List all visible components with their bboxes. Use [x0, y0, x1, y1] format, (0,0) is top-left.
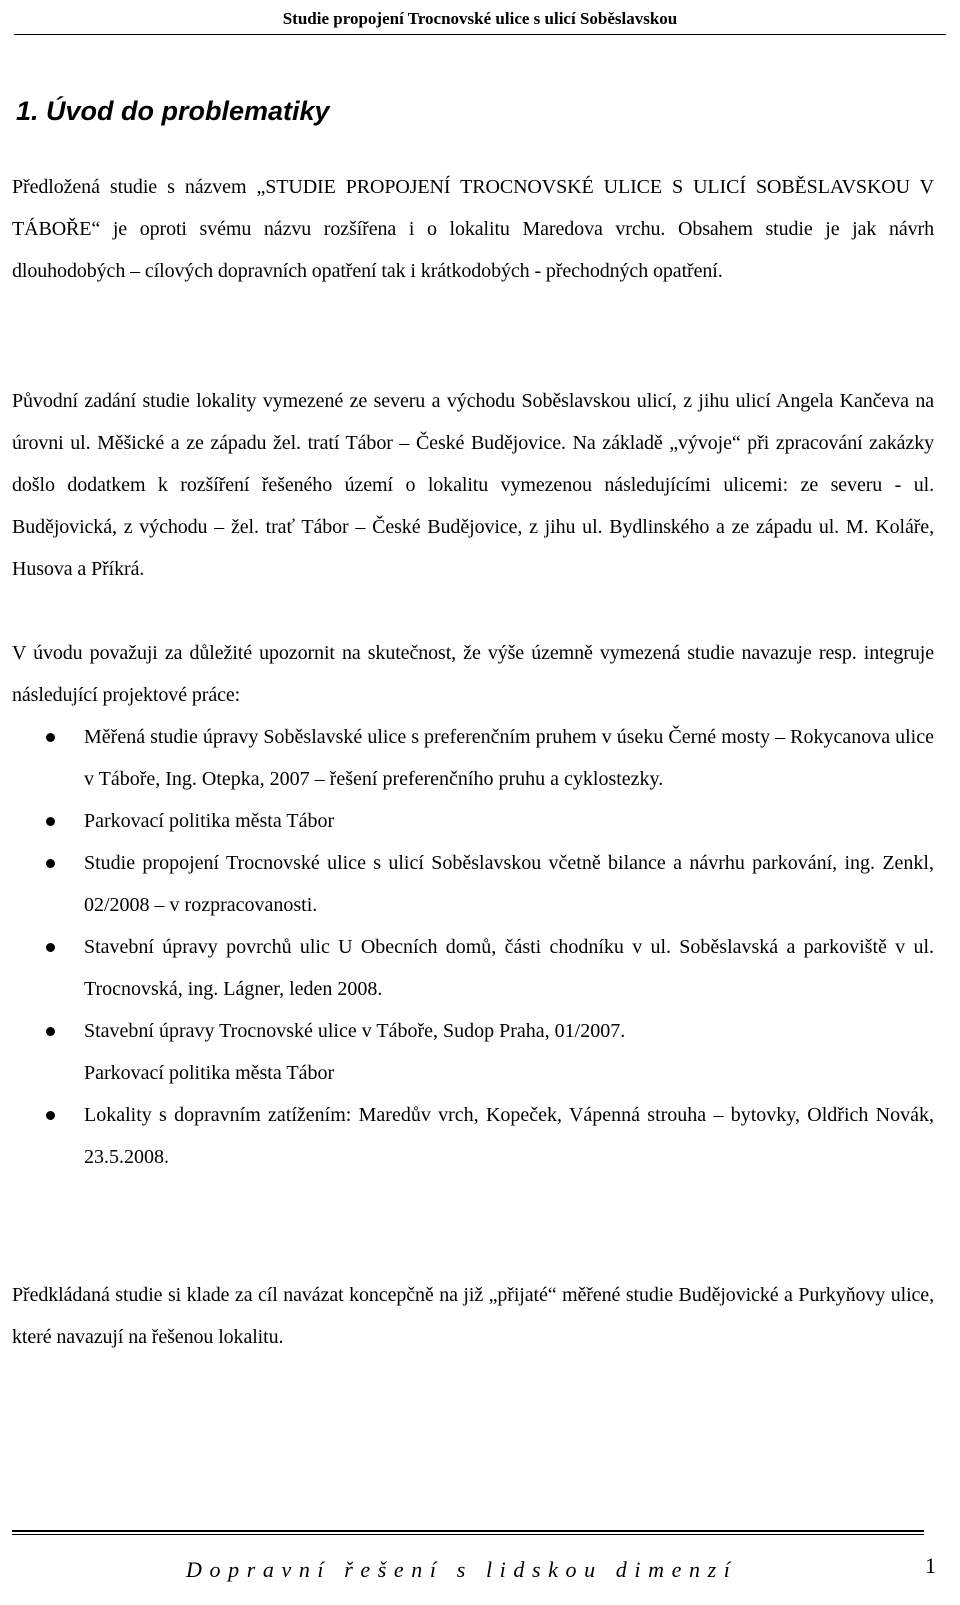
list-item	[12, 926, 934, 1010]
list-item-text: Parkovací politika města Tábor	[84, 1062, 335, 1084]
bullet-icon	[46, 817, 55, 826]
list-item-text: Lokality s dopravním zatížením: Maredův vrch, Kopeček, Vápenná strouha – bytovky, Oldřich Novák, 23.5.2008.	[84, 1104, 934, 1168]
footer-divider-thin	[12, 1534, 924, 1535]
list-item-text: Stavební úpravy Trocnovské ulice v Táboře, Sudop Praha, 01/2007.	[84, 1020, 626, 1042]
section-heading: 1. Úvod do problematiky	[16, 96, 330, 126]
bullet-icon	[46, 733, 55, 742]
related-work-paragraph: V úvodu považuji za důležité upozornit na skutečnost, že výše územně vymezená studie navazuje resp. integruje následující projektové práce:	[12, 642, 934, 706]
bullet-icon	[46, 943, 55, 952]
list-item	[12, 1094, 934, 1178]
footer-divider	[12, 1530, 924, 1532]
list-item	[12, 800, 934, 842]
bullet-icon	[46, 859, 55, 868]
list-item-text: Studie propojení Trocnovské ulice s ulicí Soběslavskou včetně bilance a návrhu parkování, ing. Zenkl, 02/2008 – v rozpracovanosti.	[84, 852, 934, 916]
list-item-text: Stavební úpravy povrchů ulic U Obecních domů, části chodníku v ul. Soběslavská a parkoviště v ul. Trocnovská, ing. Lágner, leden 2008.	[84, 936, 934, 1000]
conclusion-paragraph: Předkládaná studie si klade za cíl navázat koncepčně na již „přijaté“ měřené studie Budějovické a Purkyňovy ulice, které navazují na řešenou lokalitu.	[12, 1284, 934, 1348]
scope-paragraph: Původní zadání studie lokality vymezené ze severu a východu Soběslavskou ulicí, z jihu ulicí Angela Kančeva na úrovni ul. Měšické a ze západu žel. tratí Tábor – České Budějovice. Na základě „vývoje“ při zpracování zakázky došlo dodatkem k rozšíření řešeného území o lokalitu vymezenou následujícími ulicemi: ze severu - ul. Budějovická, z východu – žel. trať Tábor – České Budějovice, z jihu ul. Bydlinského a ze západu ul. M. Koláře, Husova a Příkrá.	[12, 390, 934, 580]
footer-tagline: Dopravní řešení s lidskou dimenzí	[186, 1557, 738, 1582]
intro-paragraph: Předložená studie s názvem „STUDIE PROPOJENÍ TROCNOVSKÉ ULICE S ULICÍ SOBĚSLAVSKOU V TÁBOŘE“ je oproti svému názvu rozšířena i o lokalitu Maredova vrchu. Obsahem studie je jak návrh dlouhodobých – cílových dopravních opatření tak i krátkodobých - přechodných opatření.	[12, 176, 934, 282]
running-header: Studie propojení Trocnovské ulice s ulicí Soběslavskou	[14, 8, 946, 35]
list-item	[12, 716, 934, 800]
list-item	[12, 842, 934, 926]
page-number: 1	[925, 1553, 936, 1578]
list-item	[12, 1010, 934, 1052]
related-projects-list	[12, 716, 934, 1178]
list-item-text: Měřená studie úpravy Soběslavské ulice s preferenčním pruhem v úseku Černé mosty – Rokycanova ulice v Táboře, Ing. Otepka, 2007 – řešení preferenčního pruhu a cyklostezky.	[84, 726, 934, 790]
bullet-icon	[46, 1027, 55, 1036]
bullet-icon	[46, 1111, 55, 1120]
list-item	[12, 1052, 934, 1094]
list-item-text: Parkovací politika města Tábor	[84, 810, 335, 832]
